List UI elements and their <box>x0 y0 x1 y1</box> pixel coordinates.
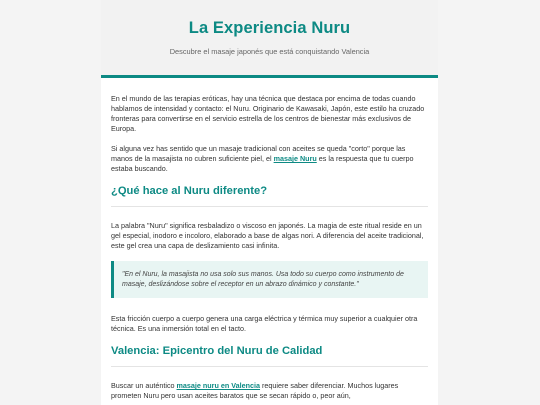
intro-paragraph-2-text-after: es la respuesta que tu cuerpo estaba buscando. <box>111 154 414 173</box>
section-heading-diferente: ¿Qué hace al Nuru diferente? <box>111 184 428 207</box>
blockquote: "En el Nuru, la masajista no usa solo sus manos. Usa todo su cuerpo como instrumento de masaje, deslizándose sobre el receptor en un abrazo dinámico y constante." <box>111 261 428 298</box>
intro-paragraph-1: En el mundo de las terapias eróticas, hay una técnica que destaca por encima de todas cuando hablamos de intensidad y contacto: el Nuru. Originario de Kawasaki, Japón, este estilo ha cruzado fronteras para convertirse en el servicio estrella de los centros de bienestar más exclusivos de Europa. <box>111 94 425 133</box>
article-header <box>101 0 438 78</box>
section-2-paragraph-1-text-before: Buscar un auténtico <box>111 381 177 390</box>
article-content <box>101 78 438 401</box>
masaje-nuru-valencia-link[interactable]: masaje nuru en Valencia <box>176 381 261 390</box>
page-subtitle: Descubre el masaje japonés que está conquistando Valencia <box>169 47 370 56</box>
section-2-paragraph-1-text-after: requiere saber diferenciar. Muchos lugares prometen Nuru pero usan aceites baratos que se secan rápido o, peor aún, <box>111 381 399 400</box>
intro-paragraph-2-text-before: Si alguna vez has sentido que un masaje tradicional con aceites se queda "corto" porque las manos de la masajista no cubren suficiente piel, el <box>111 144 406 163</box>
section-2-paragraph-1 <box>111 381 428 401</box>
article-card <box>101 0 438 405</box>
section-1-paragraph-2: Esta fricción cuerpo a cuerpo genera una carga eléctrica y térmica muy superior a cualquier otra técnica. Es una inmersión total en el tacto. <box>111 314 418 333</box>
section-1-paragraph-1: La palabra "Nuru" significa resbaladizo o viscoso en japonés. La magia de este ritual reside en un gel especial, inodoro e incoloro, elaborado a base de algas nori. A diferencia del aceite tradicional, este gel crea una capa de deslizamiento casi infinita. <box>111 221 424 250</box>
intro-paragraph-2 <box>111 144 428 174</box>
page-title: La Experiencia Nuru <box>188 19 351 37</box>
section-heading-valencia: Valencia: Epicentro del Nuru de Calidad <box>111 344 428 367</box>
masaje-nuru-link[interactable]: masaje Nuru <box>273 154 317 163</box>
